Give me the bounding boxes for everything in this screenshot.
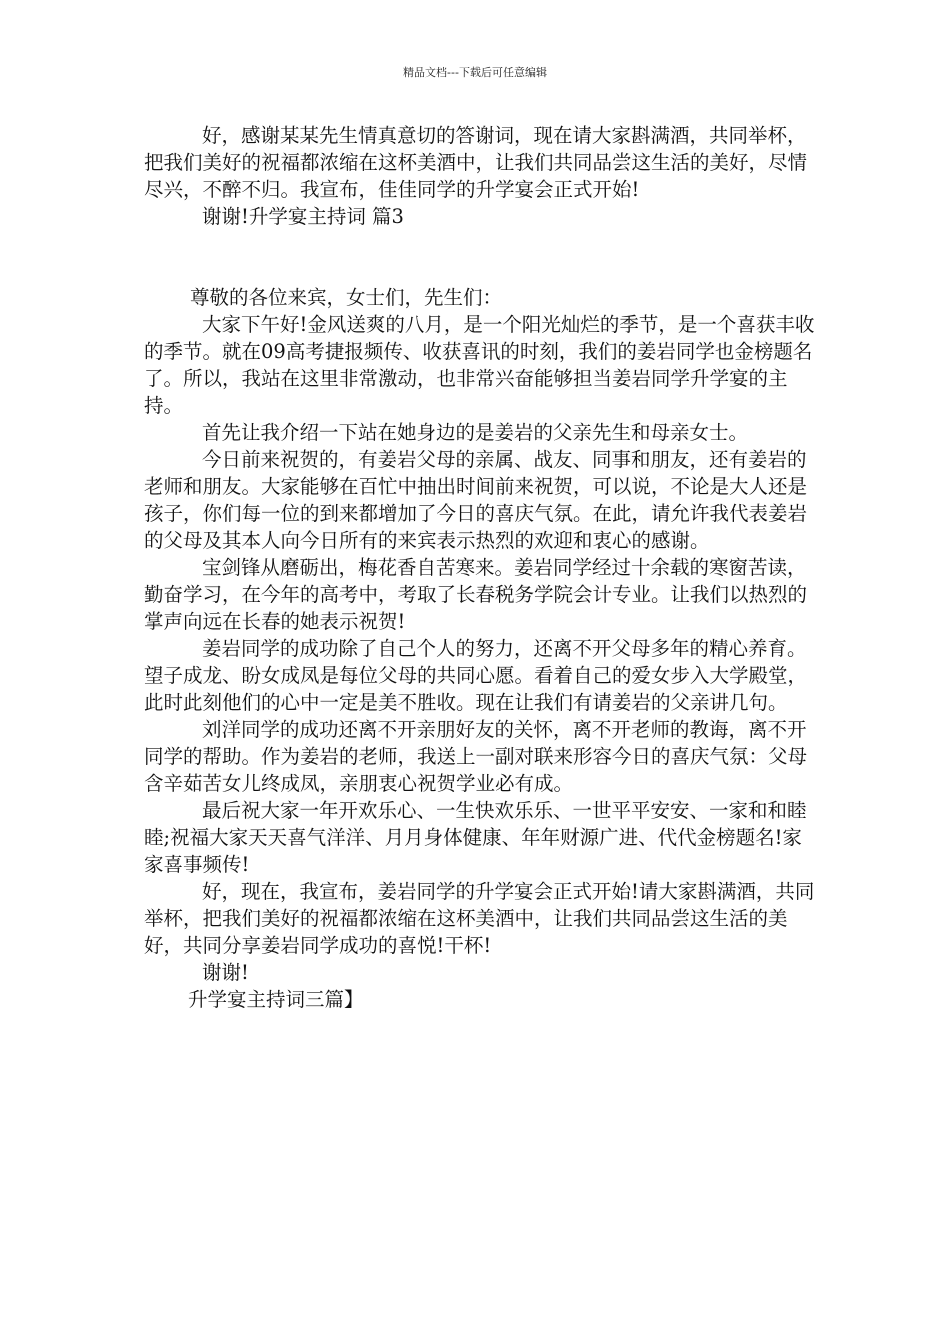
paragraph: 大家下午好!金风送爽的八月，是一个阳光灿烂的季节，是一个喜获丰收的季节。就在09高考捷报频传、收获喜讯的时刻，我们的姜岩同学也金榜题名了。所以，我站在这里非常激动，也非常兴奋能够担当姜岩同学升学宴的主持。 <box>144 313 815 417</box>
document-body <box>144 122 816 1013</box>
paragraph: 刘洋同学的成功还离不开亲朋好友的关怀，离不开老师的教诲，离不开同学的帮助。作为姜岩的老师，我送上一副对联来形容今日的喜庆气氛：父母含辛茹苦女儿终成凤，亲朋衷心祝贺学业必有成。 <box>144 718 808 795</box>
paragraph: 今日前来祝贺的，有姜岩父母的亲属、战友、同事和朋友，还有姜岩的老师和朋友。大家能够在百忙中抽出时间前来祝贺，可以说，不论是大人还是孩子，你们每一位的到来都增加了今日的喜庆气氛。在此，请允许我代表姜岩的父母及其本人向今日所有的来宾表示热烈的欢迎和衷心的感谢。 <box>144 448 808 552</box>
paragraph: 首先让我介绍一下站在她身边的是姜岩的父亲先生和母亲女士。 <box>202 421 749 444</box>
section-gap <box>144 230 816 284</box>
section-heading: 谢谢!升学宴主持词 篇3 <box>202 205 404 228</box>
paragraph-toast: 好，感谢某某先生情真意切的答谢词，现在请大家斟满酒，共同举杯，把我们美好的祝福都浓缩在这杯美酒中，让我们共同品尝这生活的美好，尽情尽兴，不醉不归。我宣布，佳佳同学的升学宴会正式开始! <box>144 124 808 201</box>
paragraph-thanks: 谢谢! <box>202 961 249 984</box>
paragraph: 姜岩同学的成功除了自己个人的努力，还离不开父母多年的精心养育。望子成龙、盼女成凤是每位父母的共同心愿。看着自己的爱女步入大学殿堂，此时此刻他们的心中一定是美不胜收。现在让我们有请姜岩的父亲讲几句。 <box>144 637 808 714</box>
greeting-line: 尊敬的各位来宾，女士们，先生们： <box>190 286 503 309</box>
paragraph: 最后祝大家一年开欢乐心、一生快欢乐乐、一世平平安安、一家和和睦睦;祝福大家天天喜气洋洋、月月身体健康、年年财源广进、代代金榜题名!家家喜事频传! <box>144 799 807 876</box>
page-header: 精品文档---下载后可任意编辑 <box>403 66 547 79</box>
paragraph: 好，现在，我宣布，姜岩同学的升学宴会正式开始!请大家斟满酒，共同举杯，把我们美好的祝福都浓缩在这杯美酒中，让我们共同品尝这生活的美好，共同分享姜岩同学成功的喜悦!干杯! <box>144 880 815 957</box>
closing-line: 升学宴主持词三篇】 <box>188 988 364 1011</box>
paragraph: 宝剑锋从磨砺出，梅花香自苦寒来。姜岩同学经过十余载的寒窗苦读，勤奋学习，在今年的高考中，考取了长春税务学院会计专业。让我们以热烈的掌声向远在长春的她表示祝贺! <box>144 556 808 633</box>
